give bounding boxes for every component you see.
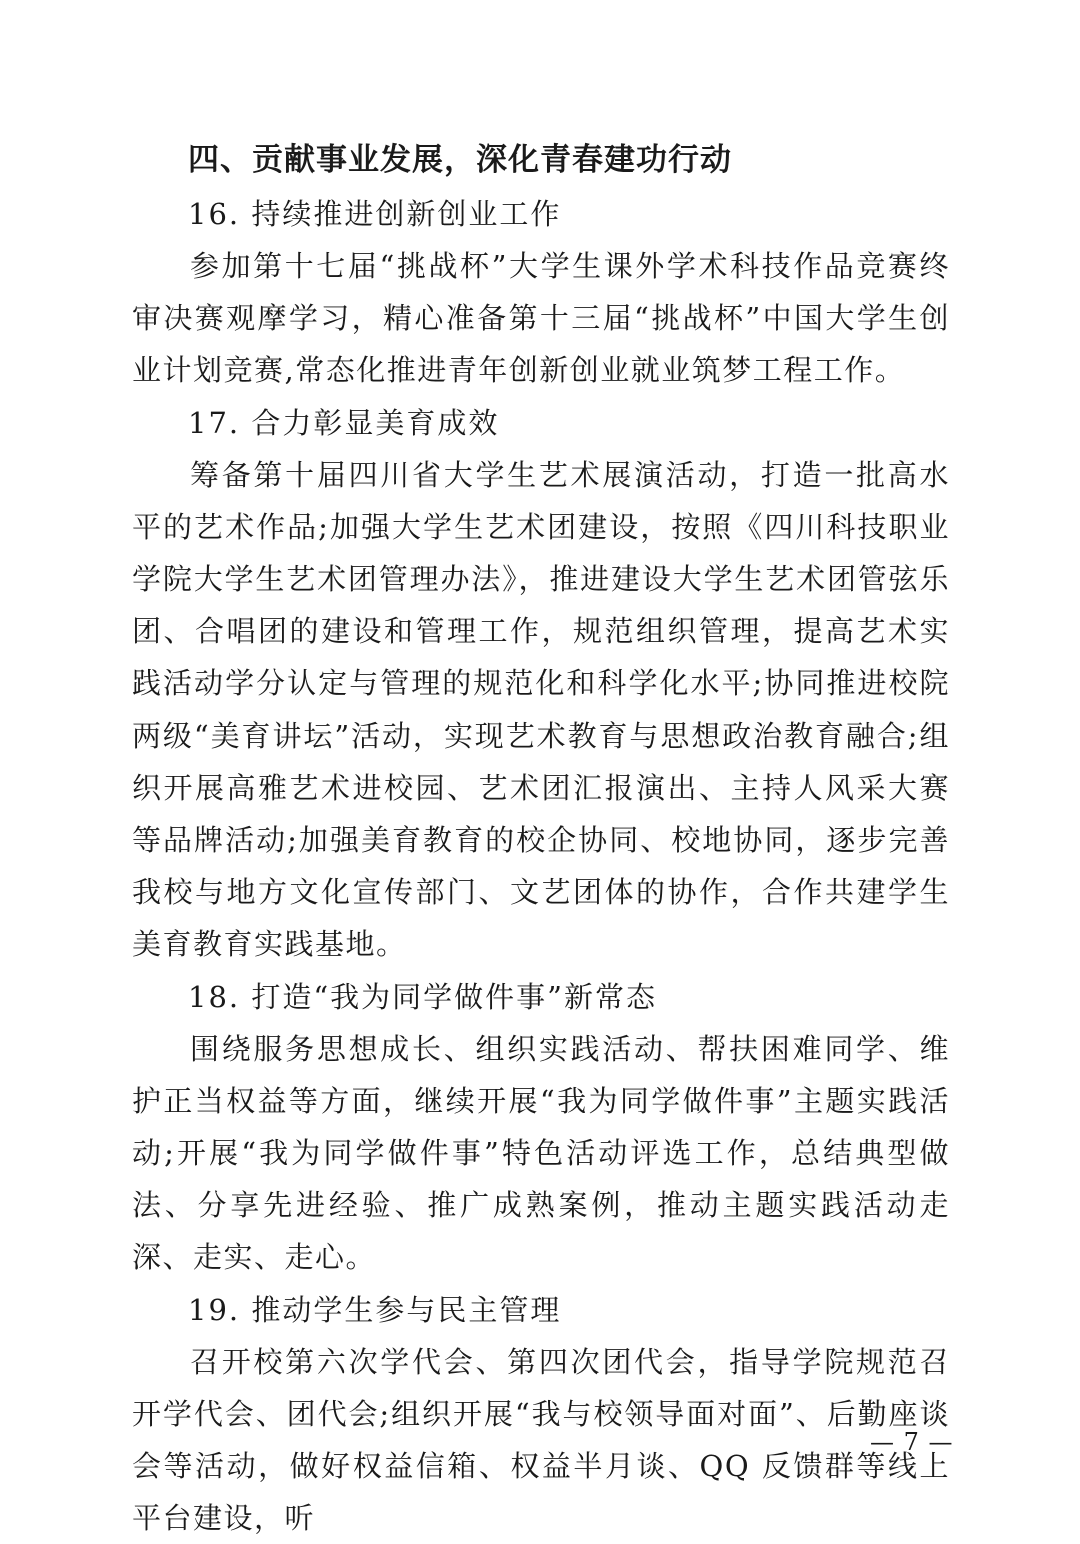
item-18-heading: 18. 打造“我为同学做件事”新常态 [188,979,657,1014]
item-18-body: 围绕服务思想成长、组织实践活动、帮扶困难同学、维护正当权益等方面，继续开展“我为同学做件事”主题实践活动;开展“我为同学做件事”特色活动评选工作，总结典型做法、分享先进经验、推广成熟案例，推动主题实践活动走深、走实、走心。 [132,1031,950,1275]
item-19-body: 召开校第六次学代会、第四次团代会，指导学院规范召开学代会、团代会;组织开展“我与校领导面对面”、后勤座谈会等活动，做好权益信箱、权益半月谈、QQ 反馈群等线上平台建设，听 [132,1344,950,1536]
item-16-body: 参加第十七届“挑战杯”大学生课外学术科技作品竞赛终审决赛观摩学习，精心准备第十三届“挑战杯”中国大学生创业计划竞赛,常态化推进青年创新创业就业筑梦工程工作。 [132,249,950,388]
item-19-heading: 19. 推动学生参与民主管理 [188,1292,562,1327]
item-17-heading: 17. 合力彰显美育成效 [188,405,500,440]
item-16-heading: 16. 持续推进创新创业工作 [188,197,562,231]
item-17-body: 筹备第十届四川省大学生艺术展演活动，打造一批高水平的艺术作品;加强大学生艺术团建设，按照《四川科技职业学院大学生艺术团管理办法》，推进建设大学生艺术团管弦乐团、合唱团的建设和管理工作，规范组织管理，提高艺术实践活动学分认定与管理的规范化和科学化水平;协同推进校院两级“美育讲坛”活动，实现艺术教育与思想政治教育融合;组织开展高雅艺术进校园、艺术团汇报演出、主持人风采大赛等品牌活动;加强美育教育的校企协同、校地协同，逐步完善我校与地方文化宣传部门、文艺团体的协作，合作共建学生美育教育实践基地。 [132,457,950,962]
page-number: — 7 — [870,1428,954,1456]
section-title: 四、贡献事业发展，深化青春建功行动 [188,142,732,178]
document-page [132,132,950,1544]
